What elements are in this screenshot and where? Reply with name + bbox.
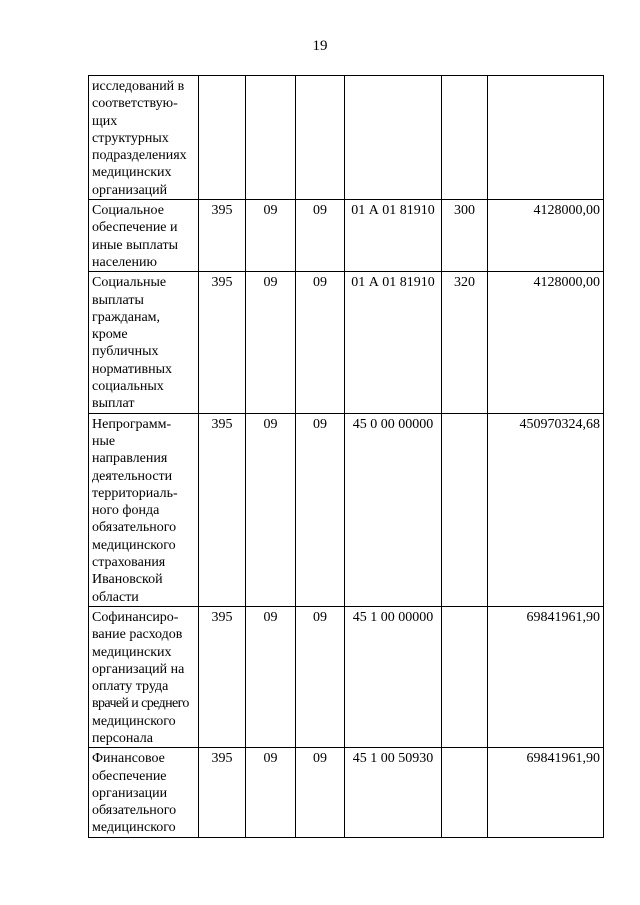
cell-expense-type: 320 xyxy=(442,272,488,413)
name-line: выплаты xyxy=(92,292,144,308)
name-line: направления xyxy=(92,451,168,467)
cell-subsection: 09 xyxy=(296,272,345,413)
name-line: социальных xyxy=(92,379,164,395)
table-row xyxy=(89,748,604,837)
cell-expense-type xyxy=(442,748,488,837)
name-line: выплат xyxy=(92,396,135,412)
name-line: медицинского xyxy=(92,537,176,553)
cell-section: 09 xyxy=(246,748,296,837)
cell-section: 09 xyxy=(246,606,296,747)
name-line: населению xyxy=(92,254,157,270)
cell-amount: 69841961,90 xyxy=(488,748,604,837)
cell-ministry-code: 395 xyxy=(199,413,246,606)
name-line: ные xyxy=(92,433,116,449)
table-row xyxy=(89,200,604,272)
name-line: публичных xyxy=(92,344,159,360)
name-line: организаций на xyxy=(92,661,185,677)
cell-name xyxy=(89,76,199,200)
cell-target-article: 01 А 01 81910 xyxy=(345,272,442,413)
cell-section: 09 xyxy=(246,272,296,413)
cell-ministry-code: 395 xyxy=(199,200,246,272)
name-line: медицинских xyxy=(92,644,172,660)
table-row xyxy=(89,76,604,200)
cell-amount xyxy=(488,76,604,200)
cell-name xyxy=(89,272,199,413)
name-line: ного фонда xyxy=(92,503,160,519)
name-line: Ивановской xyxy=(92,572,163,588)
cell-target-article: 45 0 00 00000 xyxy=(345,413,442,606)
name-line: структурных xyxy=(92,130,169,146)
name-line: оплату труда xyxy=(92,679,169,695)
cell-ministry-code: 395 xyxy=(199,748,246,837)
name-line: Финансовое xyxy=(92,751,165,767)
cell-name xyxy=(89,413,199,606)
budget-table xyxy=(88,75,604,838)
cell-amount: 69841961,90 xyxy=(488,606,604,747)
cell-subsection: 09 xyxy=(296,606,345,747)
cell-target-article: 45 1 00 50930 xyxy=(345,748,442,837)
cell-section: 09 xyxy=(246,200,296,272)
name-line: обеспечение и xyxy=(92,220,178,236)
cell-expense-type xyxy=(442,413,488,606)
name-line: территориаль- xyxy=(92,485,178,501)
name-line: Социальные xyxy=(92,275,167,291)
page-number: 19 xyxy=(312,38,328,54)
table-row xyxy=(89,272,604,413)
cell-target-article: 01 А 01 81910 xyxy=(345,200,442,272)
name-line: Непрограмм- xyxy=(92,416,172,432)
name-line: обязательного xyxy=(92,520,177,536)
cell-section: 09 xyxy=(246,413,296,606)
name-line: иные выплаты xyxy=(92,237,178,253)
name-line: обеспечение xyxy=(92,768,167,784)
name-line: деятельности xyxy=(92,468,173,484)
cell-subsection: 09 xyxy=(296,413,345,606)
table-row xyxy=(89,413,604,606)
name-line: подразделениях xyxy=(92,148,187,164)
table-row xyxy=(89,606,604,747)
cell-target-article xyxy=(345,76,442,200)
cell-target-article: 45 1 00 00000 xyxy=(345,606,442,747)
cell-expense-type xyxy=(442,76,488,200)
name-line: медицинского xyxy=(92,713,176,729)
cell-name xyxy=(89,200,199,272)
cell-amount: 4128000,00 xyxy=(488,272,604,413)
name-line: исследований в xyxy=(92,79,185,94)
name-line: Социальное xyxy=(92,203,164,219)
name-line: медицинских xyxy=(92,165,172,181)
table-body xyxy=(89,76,604,838)
name-line: организации xyxy=(92,785,168,801)
cell-name xyxy=(89,748,199,837)
name-line: Софинансиро- xyxy=(92,609,179,625)
name-line: вание расходов xyxy=(92,627,183,643)
cell-subsection: 09 xyxy=(296,748,345,837)
cell-ministry-code: 395 xyxy=(199,272,246,413)
cell-subsection: 09 xyxy=(296,200,345,272)
name-line: врачей и среднего xyxy=(92,696,189,712)
cell-amount: 450970324,68 xyxy=(488,413,604,606)
cell-amount: 4128000,00 xyxy=(488,200,604,272)
cell-ministry-code xyxy=(199,76,246,200)
name-line: щих xyxy=(92,113,118,129)
cell-expense-type xyxy=(442,606,488,747)
name-line: области xyxy=(92,589,139,605)
cell-section xyxy=(246,76,296,200)
name-line: нормативных xyxy=(92,361,173,377)
name-line: медицинского xyxy=(92,820,176,836)
name-line: страхования xyxy=(92,555,166,571)
cell-name xyxy=(89,606,199,747)
name-line: гражданам, xyxy=(92,309,161,325)
name-line: кроме xyxy=(92,327,128,343)
cell-expense-type: 300 xyxy=(442,200,488,272)
name-line: организаций xyxy=(92,182,168,198)
cell-ministry-code: 395 xyxy=(199,606,246,747)
name-line: обязательного xyxy=(92,803,177,819)
cell-subsection xyxy=(296,76,345,200)
name-line: соответствую- xyxy=(92,96,178,112)
name-line: персонала xyxy=(92,730,153,746)
